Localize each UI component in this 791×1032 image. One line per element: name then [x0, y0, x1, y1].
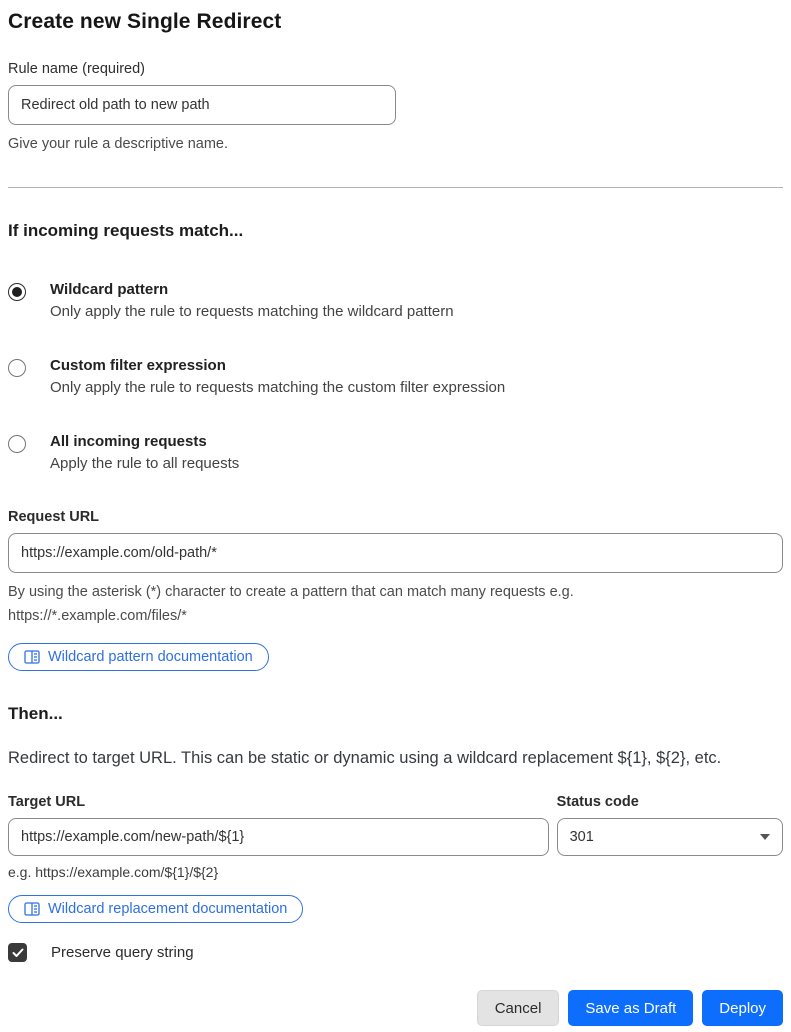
checkbox-checked[interactable]	[8, 943, 27, 962]
section-divider	[8, 187, 783, 188]
radio-label[interactable]: Wildcard pattern	[50, 281, 169, 298]
status-code-field	[557, 794, 783, 880]
radio-button[interactable]	[8, 359, 26, 377]
request-url-label: Request URL	[8, 509, 100, 525]
radio-option-wildcard-pattern[interactable]	[8, 281, 783, 320]
preserve-query-string-label[interactable]: Preserve query string	[51, 944, 194, 961]
rule-name-help: Give your rule a descriptive name.	[8, 136, 229, 152]
rule-name-label: Rule name (required)	[8, 61, 146, 77]
target-url-example: e.g. https://example.com/${1}/${2}	[8, 864, 219, 880]
radio-button[interactable]	[8, 435, 26, 453]
status-code-select[interactable]	[557, 818, 783, 856]
match-type-radio-group	[8, 281, 783, 472]
page-title: Create new Single Redirect	[8, 10, 282, 33]
request-url-help-line2: https://*.example.com/files/*	[8, 608, 187, 624]
target-url-input[interactable]	[8, 818, 549, 856]
form-action-buttons	[477, 990, 783, 1026]
rule-name-field	[8, 61, 783, 156]
request-url-help-line1: By using the asterisk (*) character to create a pattern that can match many requests e.g.	[8, 584, 574, 600]
match-section-heading: If incoming requests match...	[8, 221, 244, 240]
chevron-down-icon	[760, 834, 770, 840]
rule-name-input[interactable]	[8, 85, 396, 125]
doc-button-label: Wildcard replacement documentation	[48, 901, 288, 917]
wildcard-pattern-documentation-button[interactable]	[8, 643, 269, 671]
radio-label[interactable]: Custom filter expression	[50, 357, 226, 374]
then-description: Redirect to target URL. This can be static or dynamic using a wildcard replacement ${1}, ${2}, etc.	[8, 749, 722, 767]
request-url-field	[8, 509, 783, 671]
status-code-label: Status code	[556, 794, 639, 810]
request-url-help	[8, 580, 783, 628]
radio-description: Only apply the rule to requests matching the wildcard pattern	[50, 303, 454, 320]
save-as-draft-button[interactable]: Save as Draft	[568, 990, 693, 1026]
radio-option-custom-filter-expression[interactable]	[8, 357, 783, 396]
doc-button-label: Wildcard pattern documentation	[48, 649, 253, 665]
wildcard-replacement-documentation-button[interactable]	[8, 895, 303, 923]
radio-button-selected[interactable]	[8, 283, 26, 301]
target-url-field	[8, 794, 549, 880]
status-code-value: 301	[569, 829, 594, 845]
then-section-heading: Then...	[8, 704, 63, 723]
book-open-icon	[24, 650, 40, 664]
radio-description: Only apply the rule to requests matching the custom filter expression	[50, 379, 506, 396]
target-url-status-row	[8, 794, 783, 880]
radio-label[interactable]: All incoming requests	[50, 433, 207, 450]
cancel-button[interactable]: Cancel	[477, 990, 560, 1026]
book-open-icon	[24, 902, 40, 916]
request-url-input[interactable]	[8, 533, 783, 573]
preserve-query-string-row[interactable]	[8, 943, 783, 962]
radio-description: Apply the rule to all requests	[50, 455, 240, 472]
radio-option-all-incoming-requests[interactable]	[8, 433, 783, 472]
target-url-label: Target URL	[8, 794, 86, 810]
deploy-button[interactable]: Deploy	[702, 990, 783, 1026]
